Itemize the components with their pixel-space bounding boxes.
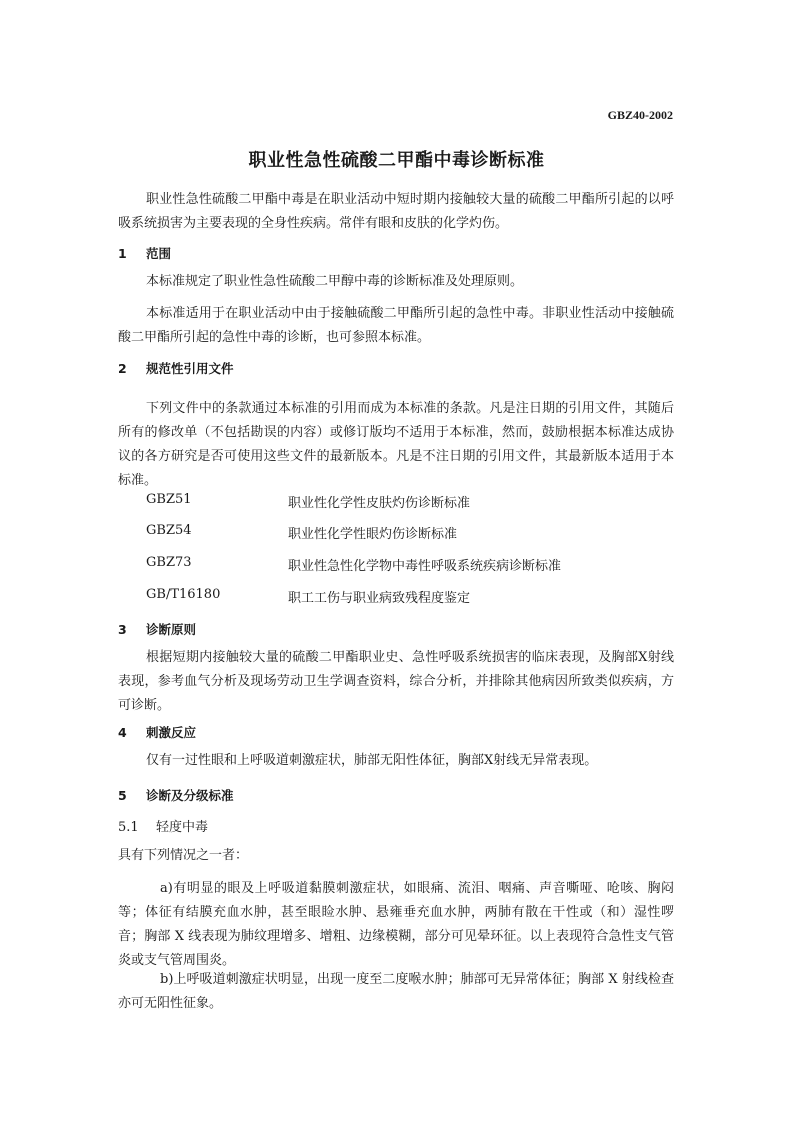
subsection-title: 轻度中毒 xyxy=(156,820,209,835)
reference-title: 职业性化学性眼灼伤诊断标准 xyxy=(288,527,458,542)
section-title: 诊断原则 xyxy=(146,622,197,637)
section-4-heading xyxy=(118,723,196,741)
section-1-paragraph-1: 本标准规定了职业性急性硫酸二甲醇中毒的诊断标准及处理原则。 xyxy=(146,274,524,289)
section-number: 3 xyxy=(118,622,127,637)
criteria-item-a: a)有明显的眼及上呼吸道黏膜刺激症状，如眼痛、流泪、咽痛、声音嘶哑、呛咳、胸闷等；体征有结膜充血水肿，甚至眼睑水肿、悬雍垂充血水肿，两肺有散在干性或（和）湿性啰音；胸部 X 线表现为肺纹理增多、增粗、边缘模糊，部分可见晕环征。以上表现符合急性支气管炎或支气管周围炎。 xyxy=(118,881,674,968)
reference-title: 职业性化学性皮肤灼伤诊断标准 xyxy=(288,496,471,511)
section-1-heading xyxy=(118,244,171,262)
reference-code: GBZ73 xyxy=(146,555,192,570)
reference-title: 职工工伤与职业病致残程度鉴定 xyxy=(288,591,471,606)
section-1-paragraph-2: 本标准适用于在职业活动中由于接触硫酸二甲酯所引起的急性中毒。非职业性活动中接触硫酸二甲酯所引起的急性中毒的诊断，也可参照本标准。 xyxy=(118,306,674,345)
section-3-paragraph: 根据短期内接触较大量的硫酸二甲酯职业史、急性呼吸系统损害的临床表现，及胸部X射线表现，参考血气分析及现场劳动卫生学调查资料，综合分析，并排除其他病因所致类似疾病，方可诊断。 xyxy=(118,650,674,713)
subsection-5-1-heading xyxy=(118,816,208,835)
section-4-paragraph: 仅有一过性眼和上呼吸道刺激症状，肺部无阳性体征，胸部X射线无异常表现。 xyxy=(146,753,598,768)
reference-code: GB/T16180 xyxy=(146,587,221,602)
section-5-heading xyxy=(118,786,234,804)
reference-code: GBZ54 xyxy=(146,523,192,538)
criteria-lead: 具有下列情况之一者： xyxy=(118,848,249,863)
section-3-heading xyxy=(118,620,196,638)
section-number: 5 xyxy=(118,788,127,803)
section-title: 刺激反应 xyxy=(146,725,197,740)
reference-title: 职业性急性化学物中毒性呼吸系统疾病诊断标准 xyxy=(288,559,562,574)
criteria-item-b: b)上呼吸道刺激症状明显，出现一度至二度喉水肿；肺部可无异常体征；胸部 X 射线检查亦可无阳性征象。 xyxy=(118,972,674,1011)
section-number: 4 xyxy=(118,725,127,740)
section-title: 范围 xyxy=(146,246,172,261)
section-2-heading xyxy=(118,359,234,377)
document-title: 职业性急性硫酸二甲酯中毒诊断标准 xyxy=(248,150,545,171)
reference-code: GBZ51 xyxy=(146,492,192,507)
section-title: 规范性引用文件 xyxy=(146,361,234,376)
intro-paragraph: 职业性急性硫酸二甲酯中毒是在职业活动中短时期内接触较大量的硫酸二甲酯所引起的以呼吸系统损害为主要表现的全身性疾病。常伴有眼和皮肤的化学灼伤。 xyxy=(118,192,674,231)
section-2-paragraph: 下列文件中的条款通过本标准的引用而成为本标准的条款。凡是注日期的引用文件，其随后所有的修改单（不包括勘误的内容）或修订版均不适用于本标准，然而，鼓励根据本标准达成协议的各方研究是否可使用这些文件的最新版本。凡是不注日期的引用文件，其最新版本适用于本标准。 xyxy=(118,401,674,488)
section-number: 1 xyxy=(118,246,127,261)
section-number: 2 xyxy=(118,361,127,376)
standard-code: GBZ40-2002 xyxy=(607,108,673,122)
section-title: 诊断及分级标准 xyxy=(146,788,234,803)
subsection-number: 5.1 xyxy=(118,820,139,835)
